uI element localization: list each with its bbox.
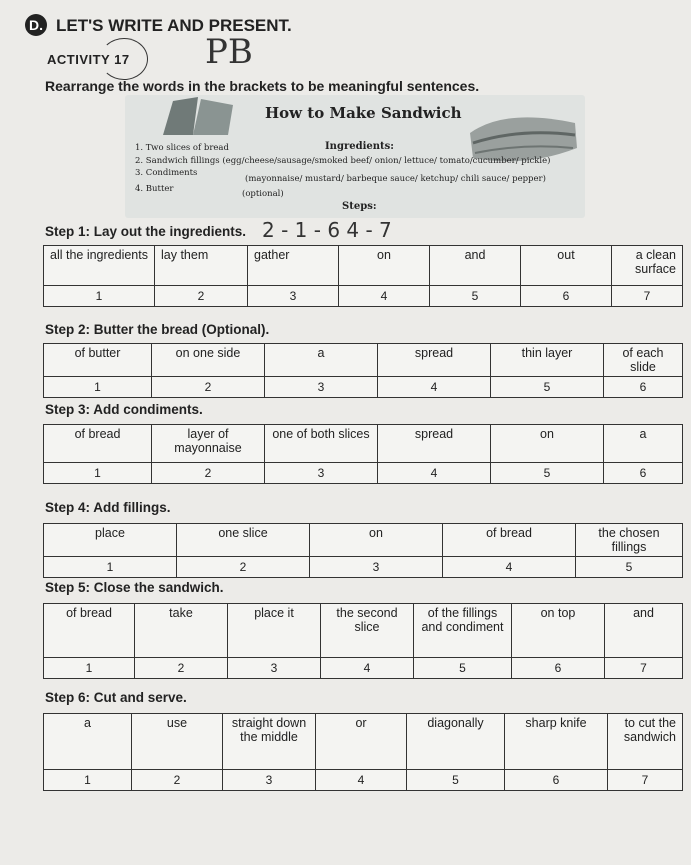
- ingredient-detail: (mayonnaise/ mustard/ barbeque sauce/ ketchup/ chili sauce/ pepper): [245, 174, 546, 184]
- step-3-table: [43, 424, 683, 484]
- number-cell: 7: [612, 286, 683, 307]
- word-cell: on one side: [152, 344, 265, 377]
- handwritten-answer: 2 - 1 - 6 4 - 7: [262, 218, 392, 242]
- number-cell: 6: [604, 377, 683, 398]
- word-cell: place it: [228, 604, 321, 658]
- word-cell: of bread: [44, 604, 135, 658]
- word-cell: or: [316, 714, 407, 770]
- word-cell: of butter: [44, 344, 152, 377]
- number-cell: 2: [152, 377, 265, 398]
- step-5-label: Step 5: Close the sandwich.: [45, 580, 224, 595]
- number-cell: 5: [430, 286, 521, 307]
- word-cell: diagonally: [407, 714, 505, 770]
- word-cell: out: [521, 246, 612, 286]
- number-cell: 6: [512, 658, 605, 679]
- word-cell: straight down the middle: [223, 714, 316, 770]
- number-cell: 4: [316, 770, 407, 791]
- word-cell: a: [265, 344, 378, 377]
- word-cell: one of both slices: [265, 425, 378, 463]
- ingredient-detail: (optional): [242, 189, 284, 199]
- instruction-text: Rearrange the words in the brackets to be meaningful sentences.: [45, 78, 480, 94]
- number-cell: 3: [248, 286, 339, 307]
- number-cell: 1: [44, 377, 152, 398]
- word-cell: use: [132, 714, 223, 770]
- word-cell: spread: [378, 344, 491, 377]
- steps-heading: Steps:: [342, 201, 377, 212]
- number-cell: 1: [44, 770, 132, 791]
- section-badge: D.: [25, 14, 47, 36]
- number-cell: 1: [44, 463, 152, 484]
- number-cell: 4: [378, 463, 491, 484]
- activity-label: ACTIVITY 17: [47, 52, 130, 67]
- word-cell: all the ingredients: [44, 246, 155, 286]
- word-cell: of each slide: [604, 344, 683, 377]
- word-cell: to cut the sandwich: [608, 714, 683, 770]
- word-cell: of bread: [443, 524, 576, 557]
- recipe-title: How to Make Sandwich: [265, 104, 462, 122]
- word-cell: on: [491, 425, 604, 463]
- word-cell: lay them: [155, 246, 248, 286]
- number-cell: 3: [265, 463, 378, 484]
- number-cell: 4: [378, 377, 491, 398]
- word-cell: take: [135, 604, 228, 658]
- step-1-table: [43, 245, 683, 307]
- number-cell: 6: [505, 770, 608, 791]
- step-2-label: Step 2: Butter the bread (Optional).: [45, 322, 270, 337]
- word-cell: thin layer: [491, 344, 604, 377]
- step-4-table: [43, 523, 683, 578]
- number-cell: 2: [152, 463, 265, 484]
- word-cell: sharp knife: [505, 714, 608, 770]
- step-2-table: [43, 343, 683, 398]
- ingredient-item: 1. Two slices of bread: [135, 143, 229, 153]
- number-cell: 2: [155, 286, 248, 307]
- section-title: LET'S WRITE AND PRESENT.: [56, 16, 292, 35]
- number-cell: 5: [491, 377, 604, 398]
- number-cell: 3: [265, 377, 378, 398]
- ingredient-item: 4. Butter: [135, 184, 174, 194]
- step-6-table: [43, 713, 683, 791]
- number-cell: 5: [576, 557, 683, 578]
- number-cell: 5: [407, 770, 505, 791]
- number-cell: 3: [223, 770, 316, 791]
- step-6-label: Step 6: Cut and serve.: [45, 690, 187, 705]
- word-cell: a clean surface: [612, 246, 683, 286]
- word-cell: on: [339, 246, 430, 286]
- number-cell: 1: [44, 286, 155, 307]
- word-cell: on top: [512, 604, 605, 658]
- word-cell: spread: [378, 425, 491, 463]
- step-4-label: Step 4: Add fillings.: [45, 500, 171, 515]
- number-cell: 1: [44, 658, 135, 679]
- number-cell: 7: [608, 770, 683, 791]
- word-cell: one slice: [177, 524, 310, 557]
- number-cell: 4: [339, 286, 430, 307]
- word-cell: the second slice: [321, 604, 414, 658]
- number-cell: 3: [228, 658, 321, 679]
- word-cell: and: [605, 604, 683, 658]
- number-cell: 5: [414, 658, 512, 679]
- number-cell: 6: [604, 463, 683, 484]
- word-cell: of the fillings and condiment: [414, 604, 512, 658]
- handwritten-mark: PB: [205, 32, 253, 72]
- word-cell: gather: [248, 246, 339, 286]
- number-cell: 6: [521, 286, 612, 307]
- bread-icon: [153, 95, 243, 137]
- number-cell: 7: [605, 658, 683, 679]
- number-cell: 1: [44, 557, 177, 578]
- step-3-label: Step 3: Add condiments.: [45, 402, 203, 417]
- word-cell: layer of mayonnaise: [152, 425, 265, 463]
- word-cell: on: [310, 524, 443, 557]
- number-cell: 2: [177, 557, 310, 578]
- ingredient-item: 2. Sandwich fillings (egg/cheese/sausage/smoked beef/ onion/ lettuce/ tomato/cucumber/ pickle): [135, 156, 551, 166]
- word-cell: and: [430, 246, 521, 286]
- word-cell: a: [44, 714, 132, 770]
- ingredients-heading: Ingredients:: [325, 141, 394, 152]
- word-cell: a: [604, 425, 683, 463]
- word-cell: of bread: [44, 425, 152, 463]
- word-cell: the chosen fillings: [576, 524, 683, 557]
- step-1-label: Step 1: Lay out the ingredients.: [45, 224, 247, 239]
- number-cell: 4: [443, 557, 576, 578]
- number-cell: 3: [310, 557, 443, 578]
- step-5-table: [43, 603, 683, 679]
- number-cell: 5: [491, 463, 604, 484]
- number-cell: 2: [135, 658, 228, 679]
- number-cell: 2: [132, 770, 223, 791]
- word-cell: place: [44, 524, 177, 557]
- number-cell: 4: [321, 658, 414, 679]
- ingredient-item: 3. Condiments: [135, 168, 198, 178]
